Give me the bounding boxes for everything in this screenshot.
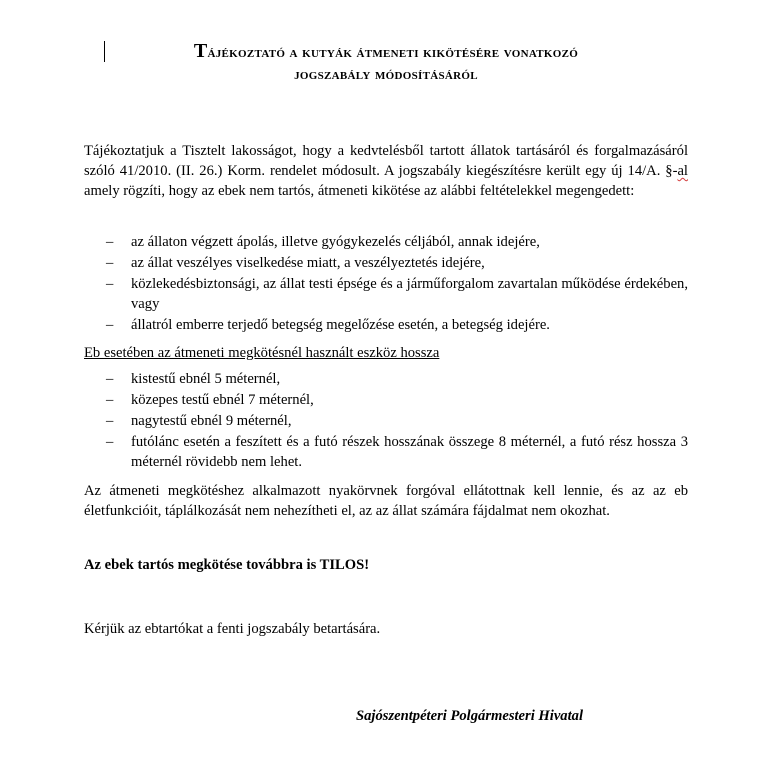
document-title-line-2: jogszabály módosításáról	[294, 66, 478, 83]
list-item-text: az állaton végzett ápolás, illetve gyógykezelés céljából, annak idejére,	[131, 234, 540, 250]
title-line-1-text: ájékoztató a kutyák átmeneti kikötésére vonatkozó	[207, 44, 579, 61]
closing-text: Kérjük az ebtartókat a fenti jogszabály betartására.	[84, 621, 381, 637]
dash-bullet: –	[106, 392, 114, 408]
length-heading: Eb esetében az átmeneti megkötésnél használt eszköz hossza	[84, 345, 440, 361]
list-item-text: kistestű ebnél 5 méternél,	[131, 371, 281, 387]
list-item	[84, 390, 688, 410]
dash-bullet: –	[106, 434, 114, 450]
document-title-line-1	[84, 40, 688, 63]
list-item	[84, 253, 688, 273]
intro-text-part-2: amely rögzíti, hogy az ebek nem tartós, átmeneti kikötése az alábbi feltételekkel megengedett:	[84, 183, 635, 199]
dash-bullet: –	[106, 276, 114, 292]
list-item-text: futólánc esetén a feszített és a futó részek hosszának összege 8 méternél, a futó rész hossza 3 méternél rövidebb nem lehet.	[131, 434, 688, 470]
spellcheck-flagged-word: al	[677, 163, 688, 179]
list-item	[84, 369, 688, 389]
list-item	[84, 411, 688, 431]
conditions-list	[84, 232, 688, 335]
list-item-text: nagytestű ebnél 9 méternél,	[131, 413, 292, 429]
collar-paragraph: Az átmeneti megkötéshez alkalmazott nyakörvnek forgóval ellátottnak kell lennie, és az az eb életfunkcióit, táplálkozását nem nehezítheti el, az az állat számára fájdalmat nem okozhat.	[84, 483, 688, 519]
list-item	[84, 274, 688, 314]
signature: Sajószentpéteri Polgármesteri Hivatal	[356, 708, 584, 724]
intro-text-part-1: Tájékoztatjuk a Tisztelt lakosságot, hogy a kedvtelésből tartott állatok tartásáról és forgalmazásáról szóló 41/2010. (II. 26.) Korm. rendelet módosult. A jogszabály kiegészítésre került egy új 14/A. §-	[84, 143, 688, 179]
warning-text: Az ebek tartós megkötése továbbra is TILOS!	[84, 557, 370, 573]
list-item	[84, 432, 688, 472]
dash-bullet: –	[106, 255, 114, 271]
dash-bullet: –	[106, 413, 114, 429]
list-item	[84, 232, 688, 252]
dash-bullet: –	[106, 234, 114, 250]
lengths-list	[84, 369, 688, 473]
list-item-text: közepes testű ebnél 7 méternél,	[131, 392, 314, 408]
title-initial: T	[193, 40, 208, 62]
dash-bullet: –	[106, 317, 114, 333]
list-item-text: közlekedésbiztonsági, az állat testi épsége és a járműforgalom zavartalan működése érdekében, vagy	[131, 276, 688, 312]
list-item-text: az állat veszélyes viselkedése miatt, a veszélyeztetés idejére,	[131, 255, 485, 271]
list-item	[84, 315, 688, 335]
intro-paragraph	[84, 141, 688, 201]
dash-bullet: –	[106, 371, 114, 387]
list-item-text: állatról emberre terjedő betegség megelőzése esetén, a betegség idejére.	[131, 317, 550, 333]
